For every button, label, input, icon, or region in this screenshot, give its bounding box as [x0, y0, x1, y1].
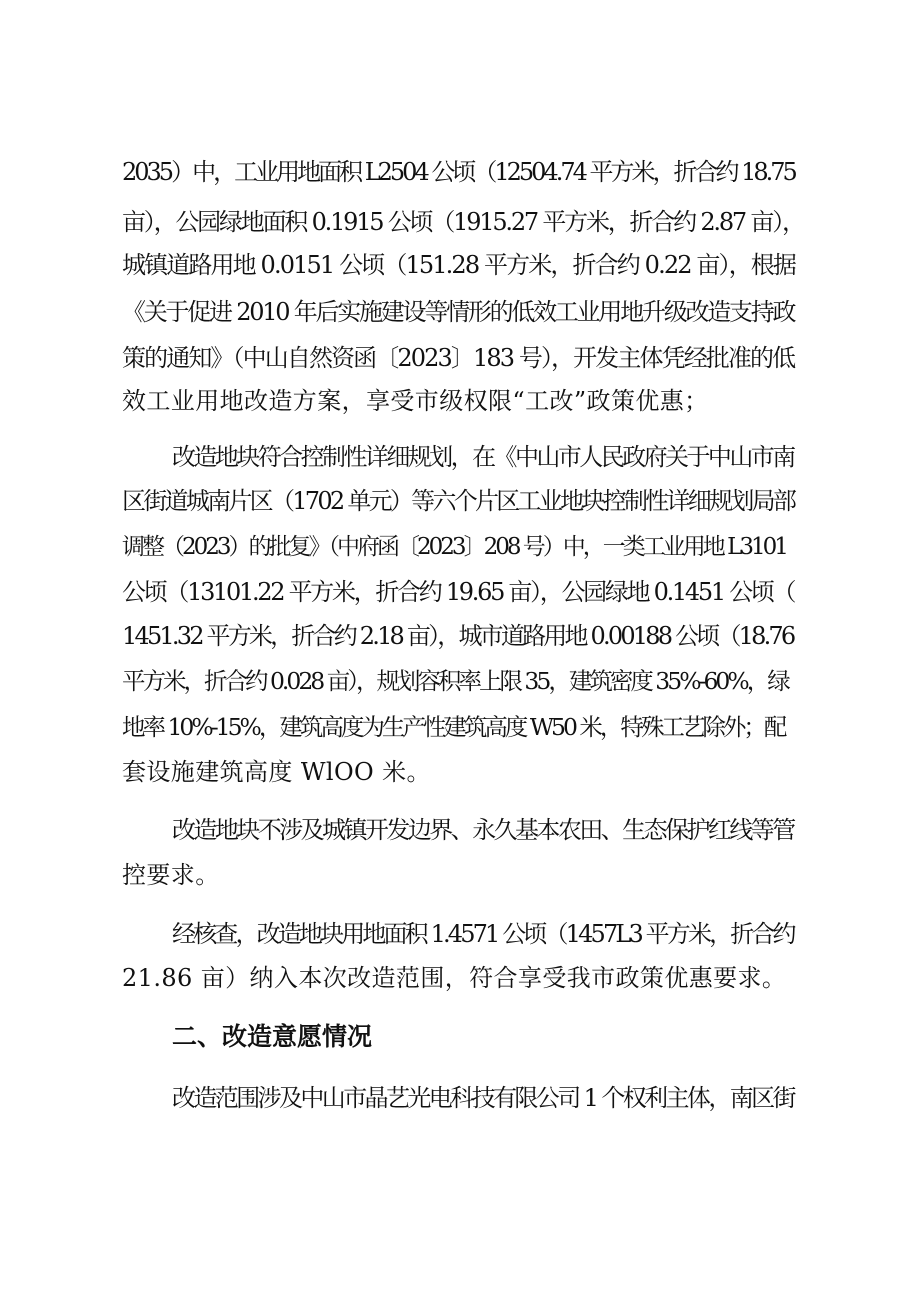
paragraph-line: 区街道城南片区（1702 单元）等六个片区工业地块控制性详细规划局部 — [122, 487, 795, 515]
paragraph-line: 地率 10%-15%，建筑高度为生产性建筑高度 W50 米，特殊工艺除外；配 — [122, 713, 785, 741]
paragraph-line: 《关于促进 2010 年后实施建设等情形的低效工业用地升级改造支持政 — [122, 298, 795, 326]
paragraph-line: 改造范围涉及中山市晶艺光电科技有限公司 1 个权利主体，南区街 — [172, 1084, 794, 1112]
paragraph-line: 平方米，折合约 0.028 亩），规划容积率上限 35，建筑密度 35%-60%，绿 — [122, 667, 788, 695]
paragraph-line: 调整（2023）的批复》（中府函〔2023〕208 号）中，一类工业用地 L3101 — [122, 534, 786, 560]
section-heading: 二、改造意愿情况 — [172, 1022, 373, 1051]
paragraph-line: 改造地块符合控制性详细规划，在《中山市人民政府关于中山市南 — [172, 443, 794, 471]
paragraph-line: 套设施建筑高度 WlOO 米。 — [122, 758, 431, 786]
paragraph-line: 经核查，改造地块用地面积 1.4571 公顷（1457L3 平方米，折合约 — [172, 920, 794, 948]
paragraph-line: 效工业用地改造方案，享受市级权限“工改”政策优惠； — [122, 387, 709, 415]
paragraph-line: 亩），公园绿地面积 0.1915 公顷（1915.27 平方米，折合约 2.87 亩）， — [122, 208, 804, 236]
paragraph-line: 1451.32 平方米，折合约 2.18 亩），城市道路用地 0.00188 公顷（18.76 — [122, 622, 794, 650]
paragraph-line: 21.86 亩）纳入本次改造范围，符合享受我市政策优惠要求。 — [122, 964, 787, 992]
paragraph-line: 公顷（13101.22 平方米，折合约 19.65 亩），公园绿地 0.1451 公顷（ — [122, 578, 795, 606]
paragraph-line: 策的通知》（中山自然资函〔2023〕183 号），开发主体凭经批准的低 — [122, 344, 795, 372]
paragraph-line: 控要求。 — [122, 861, 220, 889]
paragraph-line: 2035）中，工业用地面积 L2504 公顷（12504.74 平方米，折合约 18.75 — [122, 158, 795, 186]
paragraph-line: 改造地块不涉及城镇开发边界、永久基本农田、生态保护红线等管 — [172, 816, 794, 844]
paragraph-line: 城镇道路用地 0.0151 公顷（151.28 平方米，折合约 0.22 亩），根据 — [122, 251, 796, 279]
